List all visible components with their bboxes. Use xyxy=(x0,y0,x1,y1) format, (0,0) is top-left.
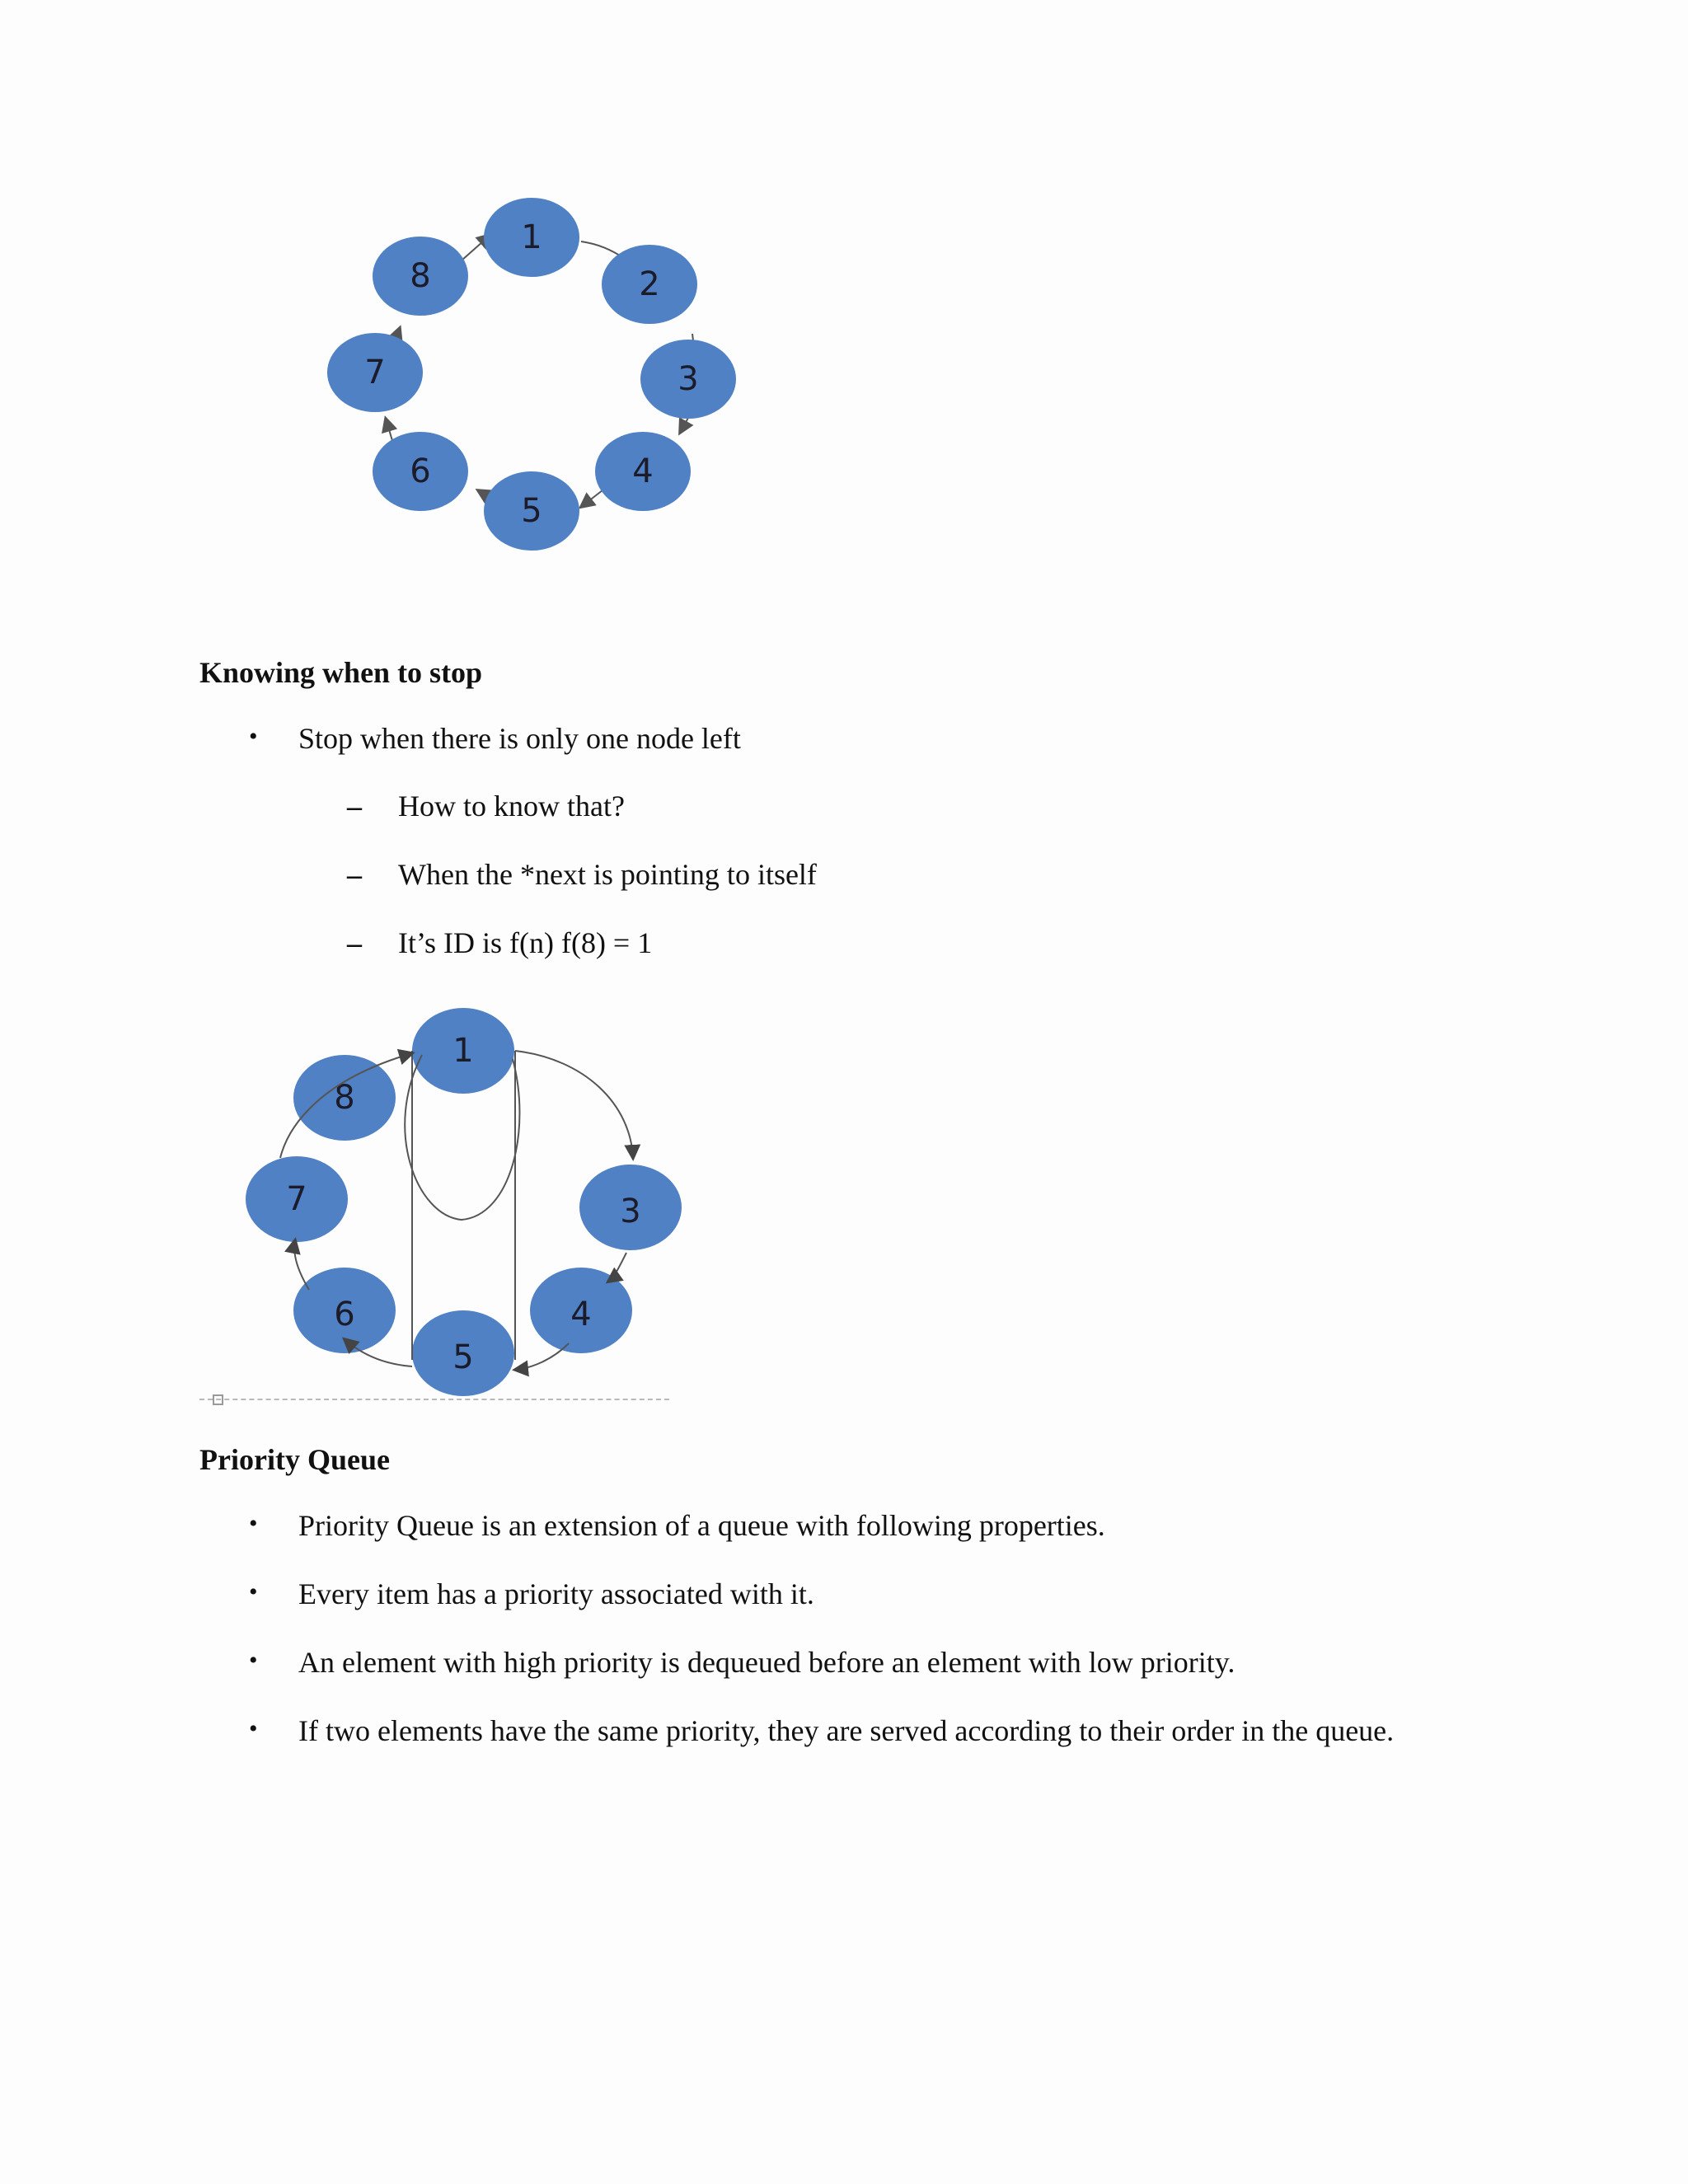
node-5 xyxy=(412,1310,514,1396)
bullet-text: If two elements have the same priority, they are served according to their order in the queue. xyxy=(298,1714,1395,1747)
node-3 xyxy=(579,1165,682,1250)
svg-text:1: 1 xyxy=(452,1032,474,1070)
svg-text:4: 4 xyxy=(570,1296,592,1333)
bullet-text: Every item has a priority associated with it. xyxy=(298,1577,814,1610)
svg-text:5: 5 xyxy=(452,1338,474,1376)
bullet-item xyxy=(249,1508,1105,1543)
sub-item-text: It’s ID is f(n) f(8) = 1 xyxy=(398,926,653,959)
sub-item-text: How to know that? xyxy=(398,790,625,823)
svg-text:7: 7 xyxy=(364,354,386,391)
svg-text:8: 8 xyxy=(334,1079,355,1117)
dashed-guide-line xyxy=(199,1399,669,1400)
bullet-text: Stop when there is only one node left xyxy=(298,722,741,755)
svg-text:4: 4 xyxy=(632,452,654,490)
svg-text:3: 3 xyxy=(620,1193,641,1230)
svg-text:6: 6 xyxy=(410,452,431,490)
sub-item xyxy=(347,926,653,960)
node-5 xyxy=(484,471,579,551)
svg-text:5: 5 xyxy=(521,492,542,530)
node-8 xyxy=(373,237,468,316)
sub-item xyxy=(347,857,817,892)
node-8 xyxy=(293,1055,396,1141)
svg-text:3: 3 xyxy=(678,360,699,398)
dash-marker: – xyxy=(347,858,362,891)
section-heading-priority-queue: Priority Queue xyxy=(199,1443,390,1476)
node-2 xyxy=(602,245,697,324)
dash-marker: – xyxy=(347,790,362,823)
sub-item xyxy=(347,789,625,823)
node-3 xyxy=(640,340,736,419)
node-1 xyxy=(484,198,579,277)
bullet-item xyxy=(249,1713,1395,1748)
node-4 xyxy=(595,432,691,511)
bullet-item xyxy=(249,1577,814,1611)
circular-list-diagram xyxy=(313,190,750,560)
bullet-marker: • xyxy=(249,1510,258,1537)
svg-text:2: 2 xyxy=(639,265,660,303)
bullet-item xyxy=(249,721,741,756)
section-heading-stop: Knowing when to stop xyxy=(199,656,483,689)
node-7 xyxy=(327,333,423,412)
bullet-marker: • xyxy=(249,1715,258,1742)
bullet-text: An element with high priority is dequeued before an element with low priority. xyxy=(298,1646,1236,1679)
bullet-item xyxy=(249,1645,1236,1680)
node-6 xyxy=(293,1268,396,1353)
bullet-marker: • xyxy=(249,1647,258,1674)
dash-marker: – xyxy=(347,926,362,959)
svg-text:7: 7 xyxy=(286,1180,307,1218)
sub-item-text: When the *next is pointing to itself xyxy=(398,858,817,891)
node-7 xyxy=(246,1156,348,1242)
node-1 xyxy=(412,1008,514,1094)
bullet-text: Priority Queue is an extension of a queue with following properties. xyxy=(298,1509,1105,1542)
node-6 xyxy=(373,432,468,511)
node-4 xyxy=(530,1268,632,1353)
svg-text:6: 6 xyxy=(334,1296,355,1333)
svg-text:8: 8 xyxy=(410,257,431,295)
svg-text:1: 1 xyxy=(521,218,542,256)
bullet-marker: • xyxy=(249,723,258,750)
elimination-diagram xyxy=(198,997,684,1418)
bullet-marker: • xyxy=(249,1578,258,1605)
